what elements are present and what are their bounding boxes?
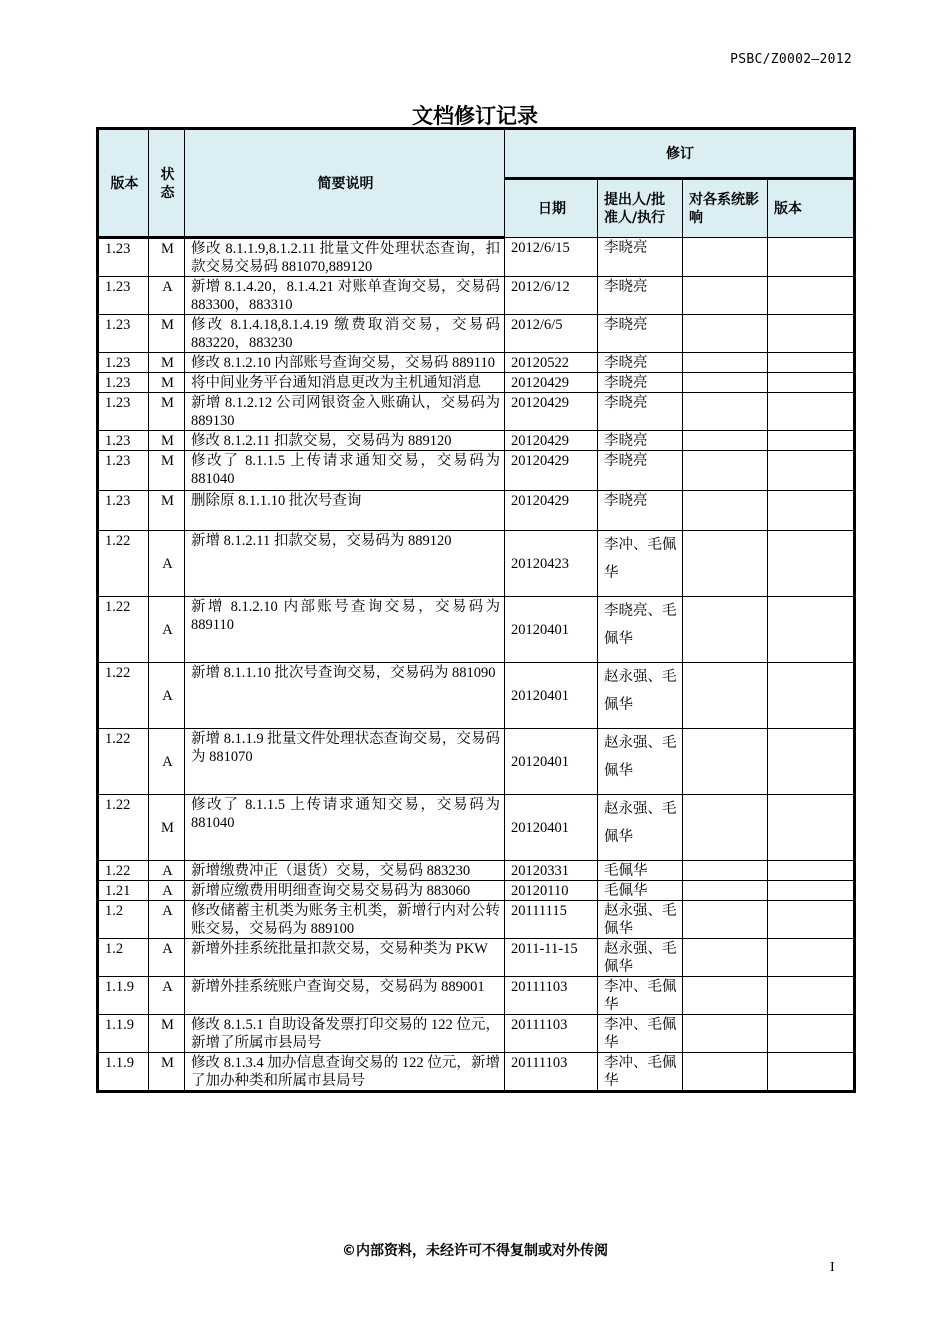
row-person: 毛佩华: [598, 881, 683, 901]
row-sub-version: [768, 881, 855, 901]
table-row: [98, 431, 855, 451]
row-version: 1.1.9: [98, 977, 149, 1015]
row-status: M: [149, 451, 185, 491]
row-status: A: [149, 901, 185, 939]
table-row: [98, 977, 855, 1015]
row-version: 1.22: [98, 861, 149, 881]
revision-table: [96, 127, 856, 1093]
row-version: 1.22: [98, 597, 149, 663]
row-person: 李晓亮: [598, 277, 683, 315]
row-description: 修改储蓄主机类为账务主机类，新增行内对公转账交易，交易码为 889100: [185, 901, 505, 939]
row-impact: [683, 491, 768, 531]
row-person: 赵永强、毛佩华: [598, 729, 683, 795]
row-person: 赵永强、毛佩华: [598, 795, 683, 861]
table-row: [98, 939, 855, 977]
row-impact: [683, 663, 768, 729]
row-impact: [683, 729, 768, 795]
row-description: 新增缴费冲正（退货）交易，交易码 883230: [185, 861, 505, 881]
row-sub-version: [768, 729, 855, 795]
row-impact: [683, 901, 768, 939]
table-row: [98, 373, 855, 393]
row-impact: [683, 238, 768, 277]
row-version: 1.23: [98, 393, 149, 431]
row-sub-version: [768, 277, 855, 315]
table-row: [98, 663, 855, 729]
row-description: 新增 8.1.2.12 公司网银资金入账确认，交易码为 889130: [185, 393, 505, 431]
row-version: 1.23: [98, 451, 149, 491]
row-date: 20120401: [505, 597, 598, 663]
row-version: 1.2: [98, 901, 149, 939]
row-description: 新增 8.1.2.11 扣款交易，交易码为 889120: [185, 531, 505, 597]
row-description: 新增 8.1.1.10 批次号查询交易，交易码为 881090: [185, 663, 505, 729]
row-sub-version: [768, 861, 855, 881]
row-version: 1.1.9: [98, 1053, 149, 1092]
row-description: 修改 8.1.5.1 自助设备发票打印交易的 122 位元，新增了所属市县局号: [185, 1015, 505, 1053]
table-row: [98, 353, 855, 373]
row-status: M: [149, 393, 185, 431]
header-sub-version: 版本: [768, 179, 855, 238]
row-version: 1.22: [98, 663, 149, 729]
row-description: 修改 8.1.2.10 内部账号查询交易，交易码 889110: [185, 353, 505, 373]
row-sub-version: [768, 238, 855, 277]
row-status: A: [149, 663, 185, 729]
row-sub-version: [768, 491, 855, 531]
row-sub-version: [768, 431, 855, 451]
row-sub-version: [768, 1053, 855, 1092]
row-person: 李晓亮、毛佩华: [598, 597, 683, 663]
row-date: 2012/6/15: [505, 238, 598, 277]
row-sub-version: [768, 901, 855, 939]
row-status: M: [149, 491, 185, 531]
row-date: 20120401: [505, 663, 598, 729]
row-date: 20120429: [505, 491, 598, 531]
row-impact: [683, 531, 768, 597]
row-description: 修改 8.1.3.4 加办信息查询交易的 122 位元，新增了加办种类和所属市县局号: [185, 1053, 505, 1092]
row-description: 新增外挂系统批量扣款交易，交易种类为 PKW: [185, 939, 505, 977]
row-date: 20111115: [505, 901, 598, 939]
row-impact: [683, 277, 768, 315]
row-status: M: [149, 238, 185, 277]
row-description: 修改 8.1.4.18,8.1.4.19 缴费取消交易，交易码 883220，883230: [185, 315, 505, 353]
page-number: I: [830, 1260, 835, 1275]
row-status: M: [149, 315, 185, 353]
row-version: 1.23: [98, 431, 149, 451]
row-sub-version: [768, 315, 855, 353]
row-date: 20111103: [505, 977, 598, 1015]
row-impact: [683, 373, 768, 393]
row-impact: [683, 1015, 768, 1053]
row-date: 20120429: [505, 393, 598, 431]
row-version: 1.1.9: [98, 1015, 149, 1053]
row-impact: [683, 939, 768, 977]
table-row: [98, 277, 855, 315]
row-date: 20120423: [505, 531, 598, 597]
row-date: 20120429: [505, 373, 598, 393]
row-sub-version: [768, 393, 855, 431]
row-version: 1.23: [98, 353, 149, 373]
table-row: [98, 451, 855, 491]
row-sub-version: [768, 663, 855, 729]
row-status: A: [149, 881, 185, 901]
row-sub-version: [768, 353, 855, 373]
row-date: 20120401: [505, 795, 598, 861]
row-description: 删除原 8.1.1.10 批次号查询: [185, 491, 505, 531]
table-row: [98, 901, 855, 939]
header-revision: 修订: [505, 129, 855, 179]
row-impact: [683, 795, 768, 861]
row-person: 李冲、毛佩华: [598, 977, 683, 1015]
table-row: [98, 597, 855, 663]
row-person: 李晓亮: [598, 353, 683, 373]
row-sub-version: [768, 451, 855, 491]
revision-table-body: [98, 238, 855, 1092]
row-date: 2012/6/5: [505, 315, 598, 353]
row-impact: [683, 881, 768, 901]
row-date: 20111103: [505, 1015, 598, 1053]
header-status: 状态: [149, 129, 185, 238]
row-person: 李冲、毛佩华: [598, 1015, 683, 1053]
row-status: A: [149, 861, 185, 881]
row-description: 新增 8.1.2.10 内部账号查询交易，交易码为 889110: [185, 597, 505, 663]
row-description: 新增应缴费用明细查询交易交易码为 883060: [185, 881, 505, 901]
table-row: [98, 1053, 855, 1092]
table-row: [98, 795, 855, 861]
row-sub-version: [768, 531, 855, 597]
row-description: 将中间业务平台通知消息更改为主机通知消息: [185, 373, 505, 393]
row-version: 1.22: [98, 795, 149, 861]
row-description: 新增 8.1.4.20，8.1.4.21 对账单查询交易，交易码 883300，883310: [185, 277, 505, 315]
row-status: A: [149, 597, 185, 663]
row-description: 新增外挂系统账户查询交易，交易码为 889001: [185, 977, 505, 1015]
page-title: 文档修订记录: [412, 104, 538, 128]
row-status: A: [149, 977, 185, 1015]
row-status: A: [149, 277, 185, 315]
row-person: 李晓亮: [598, 315, 683, 353]
row-version: 1.23: [98, 373, 149, 393]
row-version: 1.23: [98, 277, 149, 315]
row-status: A: [149, 531, 185, 597]
row-person: 李晓亮: [598, 451, 683, 491]
table-row: [98, 238, 855, 277]
row-date: 20120401: [505, 729, 598, 795]
row-sub-version: [768, 1015, 855, 1053]
row-date: 2011-11-15: [505, 939, 598, 977]
row-version: 1.23: [98, 238, 149, 277]
confidentiality-note: ©内部资料，未经许可不得复制或对外传阅: [342, 1243, 608, 1259]
row-impact: [683, 353, 768, 373]
table-row: [98, 861, 855, 881]
table-row: [98, 393, 855, 431]
header-impact: 对各系统影响: [683, 179, 768, 238]
row-sub-version: [768, 373, 855, 393]
row-date: 20120429: [505, 451, 598, 491]
row-date: 20120429: [505, 431, 598, 451]
row-description: 修改了 8.1.1.5 上传请求通知交易，交易码为 881040: [185, 451, 505, 491]
row-sub-version: [768, 977, 855, 1015]
row-status: M: [149, 795, 185, 861]
table-row: [98, 729, 855, 795]
row-person: 李晓亮: [598, 373, 683, 393]
table-row: [98, 491, 855, 531]
row-status: M: [149, 1053, 185, 1092]
row-date: 20120331: [505, 861, 598, 881]
table-row: [98, 881, 855, 901]
document-code: PSBC/Z0002—2012: [730, 52, 852, 67]
row-person: 李晓亮: [598, 491, 683, 531]
row-status: M: [149, 431, 185, 451]
row-version: 1.21: [98, 881, 149, 901]
header-person: 提出人/批准人/执行: [598, 179, 683, 238]
row-status: M: [149, 353, 185, 373]
row-date: 20120522: [505, 353, 598, 373]
row-person: 李晓亮: [598, 393, 683, 431]
header-version: 版本: [98, 129, 149, 238]
row-date: 20111103: [505, 1053, 598, 1092]
row-impact: [683, 315, 768, 353]
row-version: 1.22: [98, 531, 149, 597]
row-person: 李晓亮: [598, 431, 683, 451]
row-status: M: [149, 373, 185, 393]
row-sub-version: [768, 597, 855, 663]
row-impact: [683, 861, 768, 881]
row-impact: [683, 597, 768, 663]
row-person: 李晓亮: [598, 238, 683, 277]
row-person: 李冲、毛佩华: [598, 1053, 683, 1092]
row-person: 毛佩华: [598, 861, 683, 881]
row-person: 李冲、毛佩华: [598, 531, 683, 597]
row-impact: [683, 1053, 768, 1092]
table-row: [98, 315, 855, 353]
row-sub-version: [768, 939, 855, 977]
row-description: 新增 8.1.1.9 批量文件处理状态查询交易，交易码为 881070: [185, 729, 505, 795]
header-description: 简要说明: [185, 129, 505, 238]
header-date: 日期: [505, 179, 598, 238]
row-status: A: [149, 939, 185, 977]
row-person: 赵永强、毛佩华: [598, 901, 683, 939]
row-version: 1.23: [98, 491, 149, 531]
row-impact: [683, 451, 768, 491]
table-row: [98, 531, 855, 597]
row-person: 赵永强、毛佩华: [598, 939, 683, 977]
row-description: 修改 8.1.2.11 扣款交易，交易码为 889120: [185, 431, 505, 451]
row-date: 20120110: [505, 881, 598, 901]
row-status: A: [149, 729, 185, 795]
row-version: 1.22: [98, 729, 149, 795]
row-impact: [683, 393, 768, 431]
row-version: 1.2: [98, 939, 149, 977]
row-date: 2012/6/12: [505, 277, 598, 315]
row-person: 赵永强、毛佩华: [598, 663, 683, 729]
row-description: 修改 8.1.1.9,8.1.2.11 批量文件处理状态查询，扣款交易交易码 881070,889120: [185, 238, 505, 277]
table-row: [98, 1015, 855, 1053]
row-status: M: [149, 1015, 185, 1053]
row-version: 1.23: [98, 315, 149, 353]
row-description: 修改了 8.1.1.5 上传请求通知交易，交易码为 881040: [185, 795, 505, 861]
row-impact: [683, 977, 768, 1015]
row-impact: [683, 431, 768, 451]
row-sub-version: [768, 795, 855, 861]
